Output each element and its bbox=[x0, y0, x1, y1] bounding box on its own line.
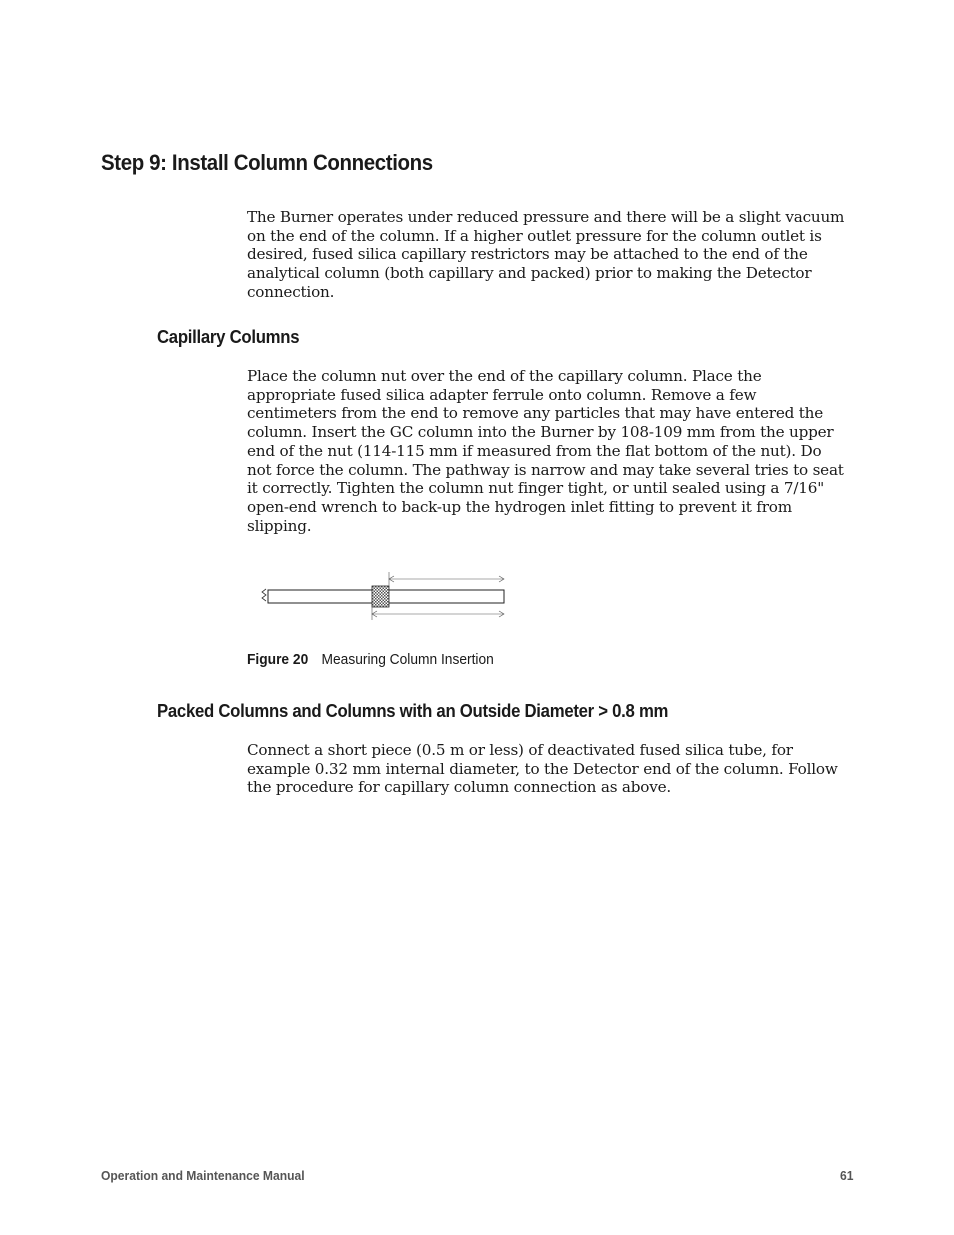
capillary-paragraph bbox=[247, 367, 857, 535]
capillary-line: Place the column nut over the end of the capillary column. Place the bbox=[247, 367, 762, 385]
capillary-line: it correctly. Tighten the column nut finger tight, or until sealed using a 7/16" bbox=[247, 479, 825, 498]
intro-line: connection. bbox=[247, 282, 335, 301]
packed-line: example 0.32 mm internal diameter, to the Detector end of the column. Follow bbox=[247, 759, 838, 778]
packed-paragraph bbox=[247, 741, 857, 797]
page-number: 61 bbox=[839, 1168, 853, 1183]
figure-caption-text: Measuring Column Insertion bbox=[321, 652, 494, 668]
figure-caption bbox=[247, 652, 494, 668]
intro-line: on the end of the column. If a higher outlet pressure for the column outlet is bbox=[247, 226, 822, 245]
capillary-line: open-end wrench to back-up the hydrogen inlet fitting to prevent it from bbox=[247, 497, 792, 516]
capillary-line: centimeters from the end to remove any particles that may have entered the bbox=[247, 404, 824, 423]
column-break-mark bbox=[262, 589, 266, 601]
capillary-line: appropriate fused silica adapter ferrule onto column. Remove a few bbox=[247, 385, 757, 404]
column-insertion-diagram bbox=[258, 568, 518, 628]
column-insertion-figure bbox=[258, 568, 518, 628]
capillary-line: slipping. bbox=[247, 516, 312, 535]
intro-line: The Burner operates under reduced pressure and there will be a slight vacuum bbox=[247, 208, 845, 226]
footer-title: Operation and Maintenance Manual bbox=[101, 1168, 305, 1183]
intro-line: analytical column (both capillary and packed) prior to making the Detector bbox=[247, 264, 812, 283]
column-nut bbox=[372, 586, 389, 607]
capillary-line: not force the column. The pathway is narrow and may take several tries to seat bbox=[247, 460, 844, 479]
packed-line: the procedure for capillary column connection as above. bbox=[247, 778, 672, 797]
figure-label: Figure 20 bbox=[247, 652, 309, 668]
page-title: Step 9: Install Column Connections bbox=[101, 150, 433, 175]
packed-heading: Packed Columns and Columns with an Outside Diameter > 0.8 mm bbox=[157, 701, 669, 721]
intro-paragraph bbox=[247, 208, 857, 302]
capillary-heading: Capillary Columns bbox=[157, 327, 300, 347]
capillary-line: end of the nut (114-115 mm if measured from the flat bottom of the nut). Do bbox=[247, 441, 822, 460]
capillary-line: column. Insert the GC column into the Burner by 108-109 mm from the upper bbox=[247, 423, 834, 442]
packed-line: Connect a short piece (0.5 m or less) of deactivated fused silica tube, for bbox=[247, 741, 793, 759]
intro-line: desired, fused silica capillary restrictors may be attached to the end of the bbox=[247, 245, 808, 264]
